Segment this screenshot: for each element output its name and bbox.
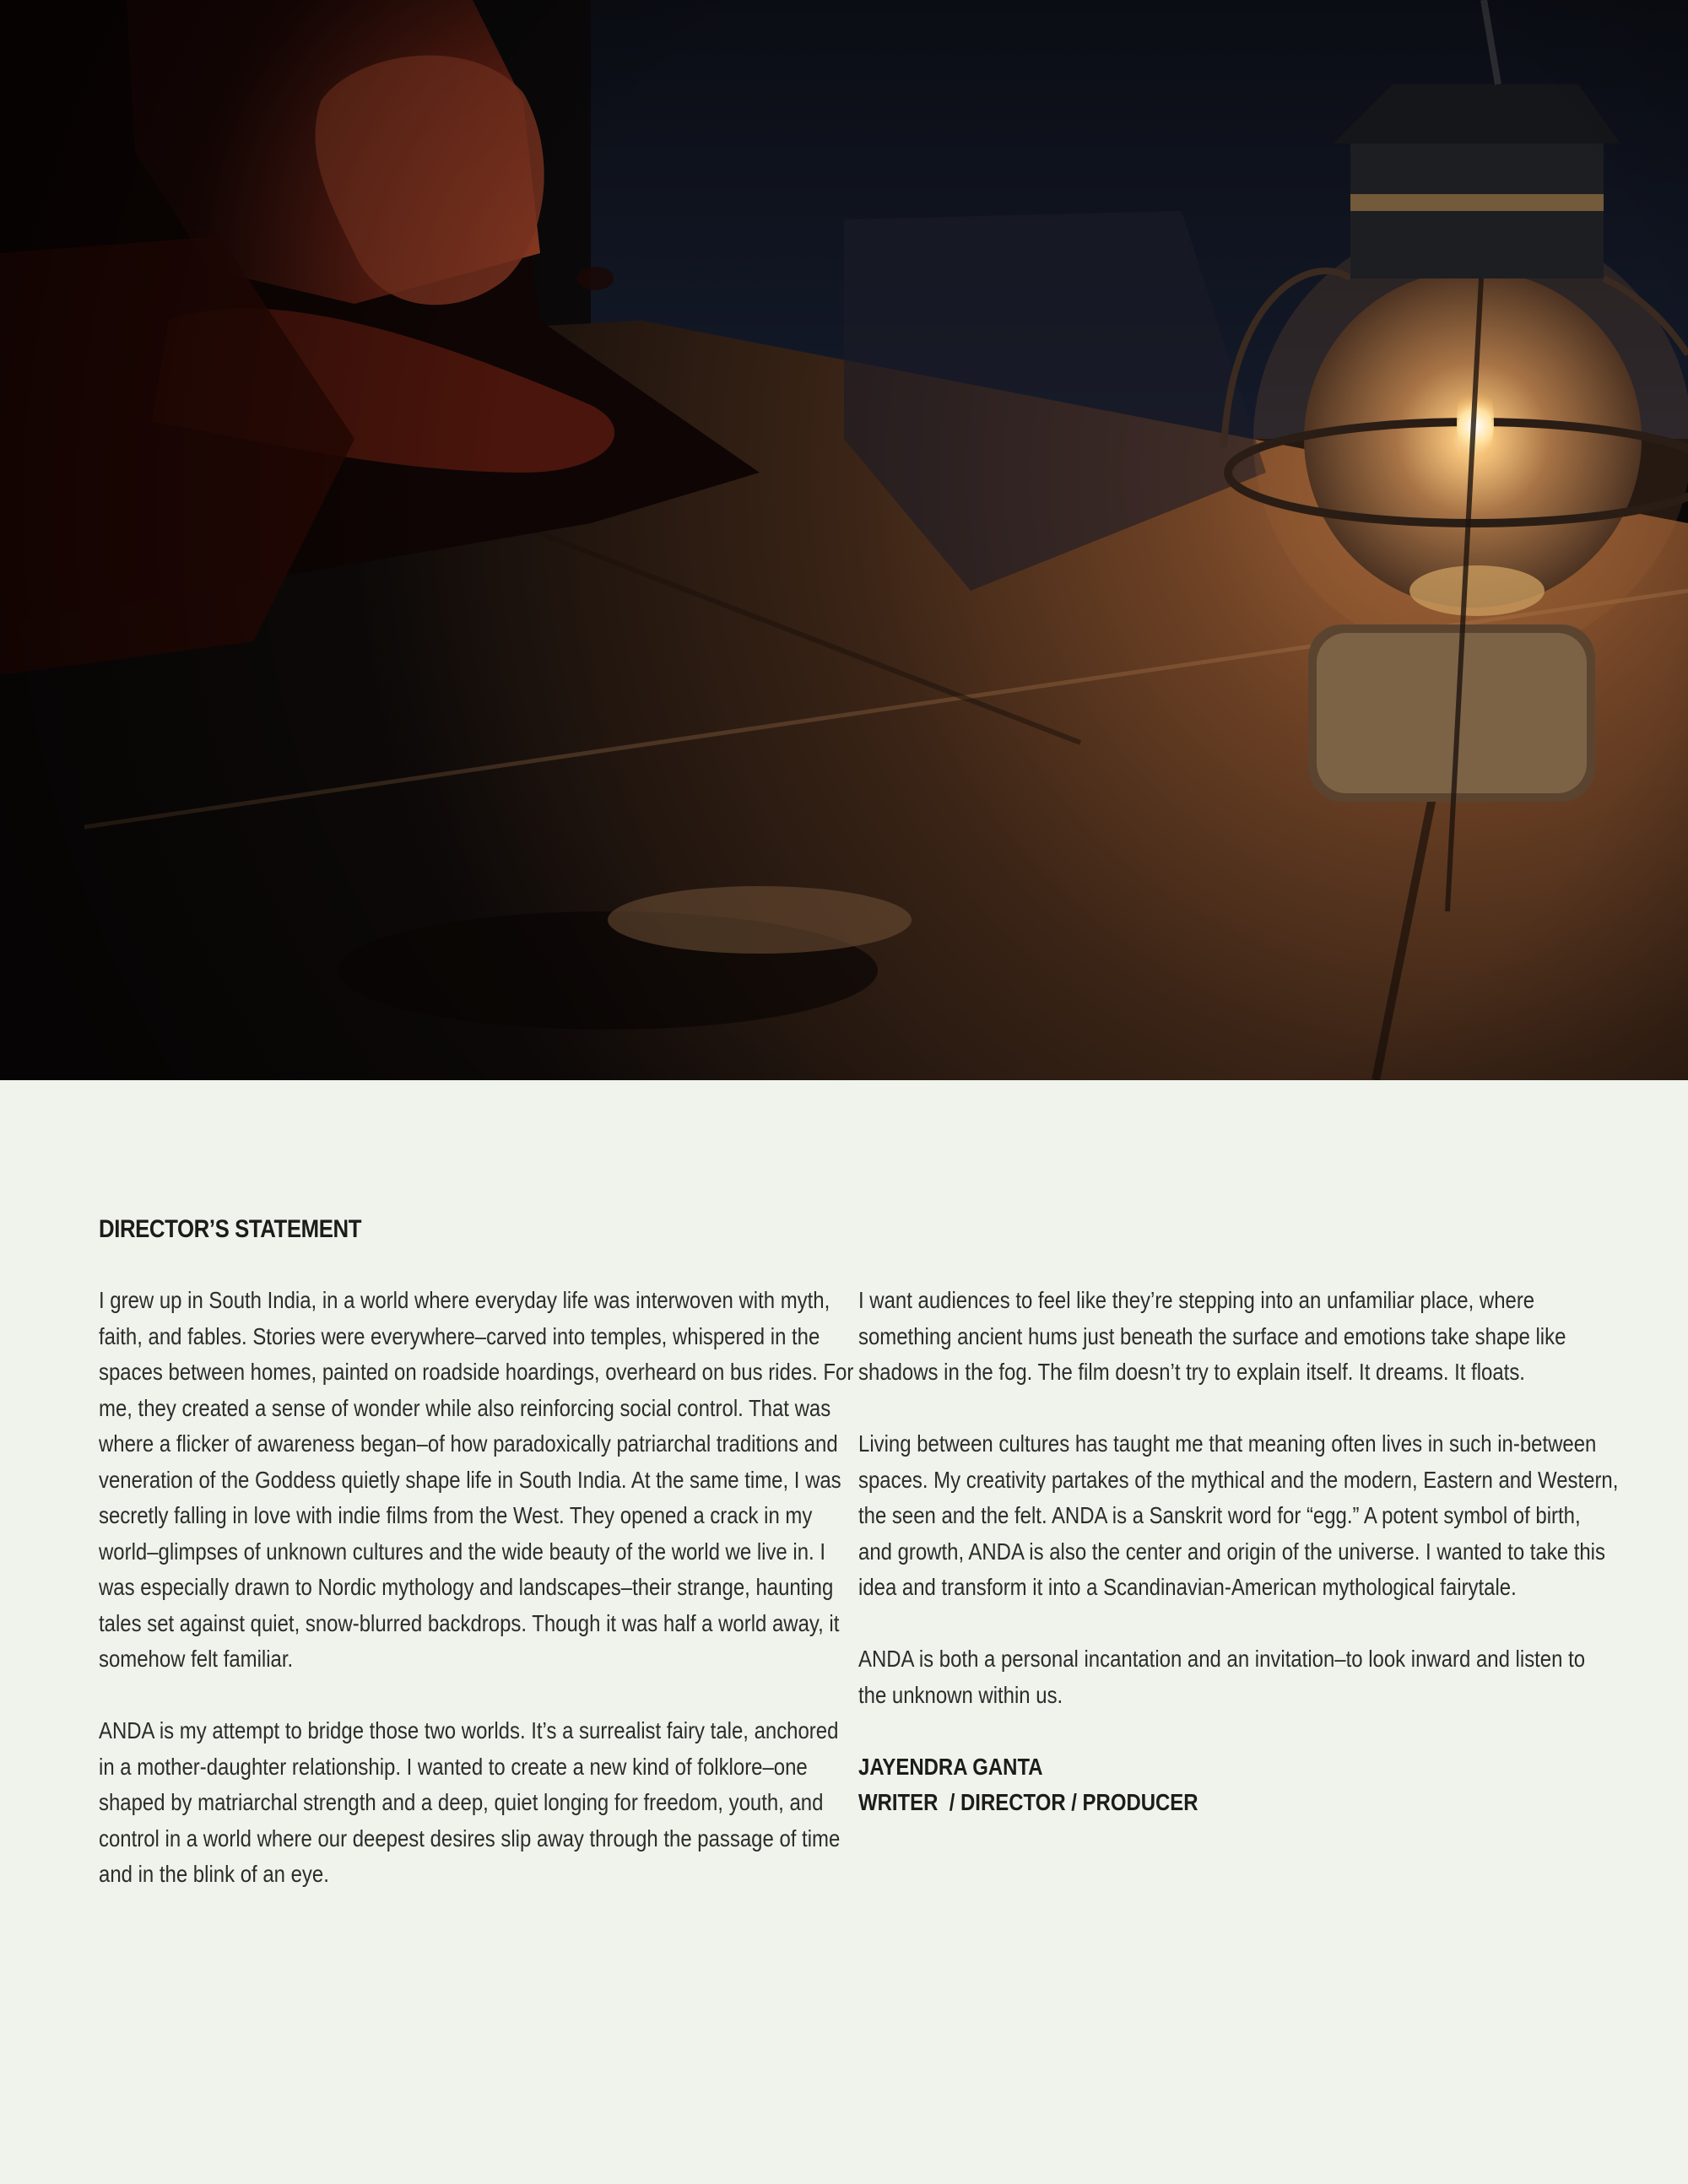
statement-paragraph (99, 1283, 854, 1678)
paragraph-line: something ancient hums just beneath the surface and emotions take shape like (858, 1322, 1566, 1349)
paragraph-line: I want audiences to feel like they’re stepping into an unfamiliar place, where (858, 1287, 1535, 1313)
paragraph-line: and in the blink of an eye. (99, 1861, 329, 1887)
signature-block (858, 1749, 1588, 1821)
paragraph-line: somehow felt familiar. (99, 1646, 294, 1672)
paragraph-line: where a flicker of awareness began–of how paradoxically patriarchal traditions and (99, 1430, 838, 1457)
paragraph-line: the unknown within us. (858, 1681, 1063, 1708)
paragraph-line: spaces. My creativity partakes of the mythical and the modern, Eastern and Western, (858, 1466, 1619, 1493)
paragraph-line: spaces between homes, painted on roadside hoardings, overheard on bus rides. For (99, 1359, 854, 1385)
paragraph-line: was especially drawn to Nordic mythology and landscapes–their strange, haunting (99, 1574, 834, 1600)
paragraph-line: tales set against quiet, snow-blurred backdrops. Though it was half a world away, it (99, 1609, 840, 1636)
statement-paragraph (99, 1713, 841, 1893)
paragraph-line: faith, and fables. Stories were everywhere–carved into temples, whispered in the (99, 1322, 820, 1349)
paragraph-line: control in a world where our deepest desires slip away through the passage of time (99, 1825, 841, 1852)
paragraph-line: veneration of the Goddess quietly shape life in South India. At the same time, I was (99, 1466, 841, 1493)
paragraph-line: and growth, ANDA is also the center and origin of the universe. I wanted to take this (858, 1538, 1605, 1565)
paragraph-line: secretly falling in love with indie films from the West. They opened a crack in my (99, 1502, 813, 1528)
statement-left-column (99, 1283, 854, 1928)
paragraph-line: Living between cultures has taught me that meaning often lives in such in-between (858, 1430, 1597, 1457)
statement-paragraph (858, 1426, 1619, 1606)
paragraph-line: ANDA is both a personal incantation and an invitation–to look inward and listen to (858, 1646, 1586, 1672)
photo-girl-and-lantern-icon (0, 0, 1688, 1080)
page-title: DIRECTOR’S STATEMENT (99, 1215, 362, 1243)
paragraph-line: I grew up in South India, in a world where everyday life was interwoven with myth, (99, 1287, 830, 1313)
signature-name: JAYENDRA GANTA (858, 1753, 1043, 1780)
paragraph-line: in a mother-daughter relationship. I wanted to create a new kind of folklore–one (99, 1753, 808, 1780)
statement-paragraph (858, 1283, 1588, 1391)
hero-photo (0, 0, 1688, 1080)
paragraph-line: shadows in the fog. The film doesn’t try to explain itself. It dreams. It floats. (858, 1359, 1525, 1385)
paragraph-line: the seen and the felt. ANDA is a Sanskrit word for “egg.” A potent symbol of birth, (858, 1502, 1581, 1528)
signature-role: WRITER / DIRECTOR / PRODUCER (858, 1789, 1198, 1815)
paragraph-line: me, they created a sense of wonder while also reinforcing social control. That was (99, 1394, 831, 1421)
statement-paragraph (858, 1641, 1588, 1713)
paragraph-line: ANDA is my attempt to bridge those two worlds. It’s a surrealist fairy tale, anchored (99, 1717, 839, 1743)
paragraph-line: world–glimpses of unknown cultures and the wide beauty of the world we live in. I (99, 1538, 825, 1565)
paragraph-line: idea and transform it into a Scandinavian-American mythological fairytale. (858, 1574, 1517, 1600)
statement-right-column (858, 1283, 1619, 1821)
paragraph-line: shaped by matriarchal strength and a deep, quiet longing for freedom, youth, and (99, 1789, 824, 1815)
